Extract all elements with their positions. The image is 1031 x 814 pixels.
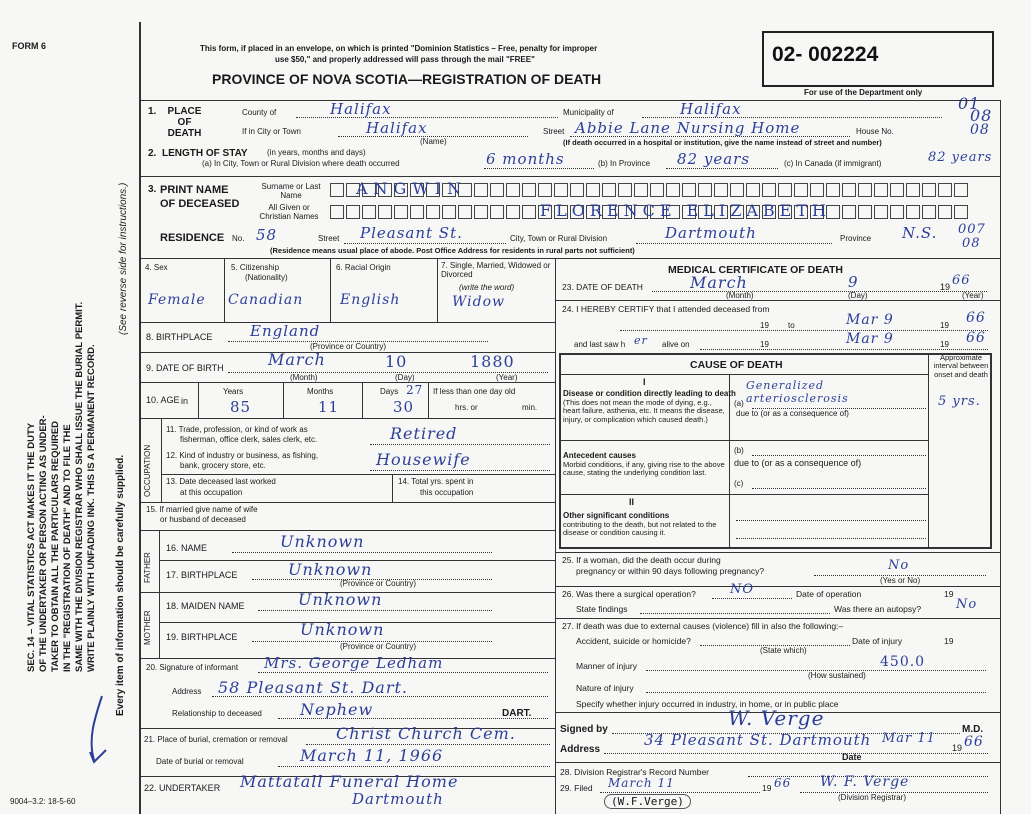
statute-notice [26,302,98,672]
caption: (Month) [290,373,318,382]
cause-a-value: Generalized arteriosclerosis [746,379,849,405]
statute-line: SAME WITH THE DIVISION REGISTRAR WHO SHALL ISSUE THE BURIAL PERMIT. [74,301,85,672]
statute-line: TAKER TO OBTAIN ALL THE PARTICULARS REQUIRED [50,420,61,672]
caption: (Province or Country) [340,642,417,651]
rule [560,440,928,441]
rule [141,176,1001,177]
county-label: County of [242,108,277,117]
surgery-label: 26. Was there a surgical operation? [562,589,696,599]
pregnancy-label: pregnancy or within 90 days following pregnancy? [576,566,765,576]
length-of-stay-sub: (in years, months and days) [267,148,366,157]
accident-label: Accident, suicide or homicide? [576,636,691,646]
rule [370,470,550,471]
caption: (Year) [496,373,518,382]
rule [729,374,730,549]
caption: (Month) [726,291,754,300]
alive-on-value: Mar 9 [846,331,894,347]
given-names-label: All Given or Christian Names [259,203,319,221]
caption: (Day) [395,373,415,382]
stay-city-label: (a) In City, Town or Rural Division where death occurred [202,159,400,168]
last-worked-label: 13. Date deceased last worked [166,477,276,486]
year-prefix: 19 [952,743,963,753]
registration-number: 02- 002224 [772,43,879,66]
county-value: Halifax [330,100,392,118]
caption: (Province or Country) [310,342,387,351]
department-code-bottom: 08 [970,106,993,125]
caption: (Yes or No) [880,576,921,585]
marital-status-value: Widow [452,294,505,310]
father-name-label: 16. NAME [166,543,208,553]
rule [646,692,986,693]
form-title: PROVINCE OF NOVA SCOTIA—REGISTRATION OF DEATH [212,71,602,87]
relationship-value: Nephew [300,700,374,719]
spouse-label: or husband of deceased [160,515,246,524]
rule [198,382,199,418]
year-prefix: 19 [940,340,949,349]
min-label: min. [522,403,538,412]
pregnancy-value: No [888,558,910,573]
caption: (State which) [760,646,807,655]
rule [344,243,506,244]
rule [604,753,988,754]
informant-address-value: 58 Pleasant St. Dart. [218,678,408,697]
year-prefix: 19 [944,589,954,599]
street-label: Street [543,127,565,136]
age-days-value: 30 [393,398,415,416]
year-prefix: 19 [760,340,769,349]
house-no-label: House No. [856,127,894,136]
statute-line: IN THE "REGISTRATION OF DEATH" AND TO FILE THE [62,424,73,672]
filed-date-value: March 11 [608,776,675,790]
rule [224,258,225,322]
other-conditions-title: Other significant conditions [563,511,670,520]
alive-on-year: 66 [966,330,986,346]
residence-code-bottom: 08 [962,236,981,251]
rule [666,168,778,169]
physician-signature: W. Verge [728,706,825,730]
injury-date-label: Date of injury [852,636,903,646]
findings-label: State findings [576,604,628,614]
item-number: 3. [148,184,157,195]
rule [700,349,988,350]
residence-code-top: 007 [958,222,986,237]
rule [928,353,929,549]
rule [141,502,555,503]
rule [278,766,550,767]
statute-line: WRITE PLAINLY WITH UNFADING INK. THIS IS A PERMANENT RECORD. [86,344,97,672]
mother-maiden-name-label: 18. MAIDEN NAME [166,601,245,611]
mail-notice-line1: This form, if placed in an envelope, on which is printed "Dominion Statistics – Free, penalty for improper [200,44,598,53]
due-to-label: due to (or as a consequence of) [736,409,849,418]
mail-notice-line2: use $50," and properly addressed will pass through the mail "FREE" [275,55,535,64]
years-label: Years [223,387,244,396]
rule [283,382,284,418]
industry-label: 12. Kind of industry or business, as fishing, [166,451,319,460]
racial-origin-label: 6. Racial Origin [336,263,391,272]
burial-place-value: Christ Church Cem. [336,724,516,743]
rule [141,530,555,531]
md-label: M.D. [962,724,984,735]
rule [560,374,928,375]
supply-note: Every item of information should be carefully supplied. [115,454,126,716]
physician-address-label: Address [560,744,601,755]
to-label: to [788,321,795,330]
spouse-label: 15. If married give name of wife [146,505,258,514]
caption: (Day) [848,291,868,300]
caption: (Name) [420,137,447,146]
birth-month-value: March [268,350,326,369]
autopsy-label: Was there an autopsy? [834,604,922,614]
rule [620,330,988,331]
sex-value: Female [148,292,206,308]
antecedent-title: Antecedent causes [563,451,636,460]
last-saw-label: and last saw h [574,340,626,349]
father-side-label: FATHER [143,552,152,583]
filed-year-value: 66 [774,776,792,790]
item-number: 1. [148,106,157,117]
residence-no-value: 58 [256,226,278,244]
birthplace-value: England [250,322,321,340]
column-divider [555,258,556,814]
occupation-side-label: OCCUPATION [143,444,152,497]
rule [555,762,1001,763]
rule [362,382,363,418]
residence-city-label: City, Town or Rural Division [510,234,608,243]
birth-year-value: 1880 [470,352,515,371]
rule [141,322,555,323]
years-spent-label: this occupation [420,488,474,497]
rule [306,744,550,745]
hrs-label: hrs. or [455,403,478,412]
rule [560,494,928,495]
year-prefix: 19 [762,783,772,793]
place-code: 08 [970,122,990,138]
rule [484,168,594,169]
other-conditions-note: contributing to the death, but not related to the disease or condition causing it. [563,520,717,538]
interval-header: Approximate interval between onset and death [933,353,989,379]
age-label: 10. AGE [146,395,180,405]
stay-province-label: (b) In Province [598,159,651,168]
cause-of-death-title: CAUSE OF DEATH [690,359,783,371]
death-day-value: 9 [848,273,859,291]
stay-city-value: 6 months [486,150,565,168]
rule [141,100,1001,101]
rule [736,538,926,539]
mother-maiden-name-value: Unknown [298,590,383,609]
stay-canada-label: (c) In Canada (if immigrant) [784,159,882,168]
months-label: Months [307,387,334,396]
rule [555,618,1001,619]
caption: (Province or Country) [340,579,417,588]
days-label: Days [380,387,399,396]
rule [232,552,492,553]
cause-c-label: (c) [734,479,744,488]
year-prefix: 19 [940,282,951,292]
age-years-value: 85 [230,398,252,416]
less-than-day-label: If less than one day old [433,387,516,396]
registrar-signature: W. F. Verge [820,774,910,790]
year-prefix: 19 [944,636,954,646]
citizenship-label: 5. Citizenship [231,263,280,272]
year-prefix: 19 [940,321,949,330]
right-border [1000,100,1001,814]
racial-origin-value: English [340,292,401,308]
death-month-value: March [690,273,748,292]
record-number-label: 28. Division Registrar's Record Number [560,767,710,777]
city-value: Halifax [366,119,428,137]
rule [258,610,492,611]
physician-date-value: Mar 11 [882,731,936,746]
trade-value: Retired [390,424,458,443]
form-number: FORM 6 [12,41,47,51]
certify-label: 24. I HEREBY CERTIFY that I attended deceased from [562,304,770,314]
sex-label: 4. Sex [145,263,168,272]
last-saw-pronoun: er [634,334,648,347]
rule [752,455,926,456]
residence-province-label: Province [840,234,872,243]
surgery-value: NO [730,582,755,597]
year-prefix: 19 [760,321,769,330]
place-street-value: Abbie Lane Nursing Home [575,119,801,137]
last-worked-label: at this occupation [180,488,243,497]
trade-label: 11. Trade, profession, or kind of work as [166,425,308,434]
item-number: 2. [148,148,157,159]
father-birthplace-label: 17. BIRTHPLACE [166,570,238,580]
industry-value: Housewife [376,450,471,469]
undertaker-value: Mattatall Funeral Home [240,772,459,791]
municipality-label: Municipality of [563,108,614,117]
given-names-value: FLORENCE ELIZABETH [540,201,831,220]
date-of-death-label: 23. DATE OF DEATH [562,282,643,292]
rule [370,444,550,445]
rule [712,598,792,599]
physician-address-value: 34 Pleasant St. Dartmouth [644,731,872,749]
date-of-birth-label: 9. DATE OF BIRTH [146,363,224,373]
external-causes-label: 27. If death was due to external causes (violence) fill in also the following:– [562,621,844,631]
informant-address-label: Address [172,687,202,696]
place-of-death-label: PLACE OF DEATH [167,106,202,139]
rule [141,382,555,383]
disease-title: Disease or condition directly leading to death [563,389,736,398]
filed-label: 29. Filed [560,783,593,793]
mother-birthplace-value: Unknown [300,620,385,639]
rule [141,418,555,419]
department-use-label: For use of the Department only [804,88,923,97]
citizenship-sub: (Nationality) [245,273,288,282]
undertaker-label: 22. UNDERTAKER [144,783,221,793]
signed-by-label: Signed by [560,724,608,735]
rule [258,672,548,673]
part-one-marker: I [643,377,646,387]
alive-on-label: alive on [662,340,690,349]
residence-note: (Residence means usual place of abode. Post Office Address for residents in rural parts not sufficient) [270,246,635,255]
cause-a-label: (a) [734,399,744,408]
rule [555,300,1001,301]
registrar-stamp: (W.F.Verge) [604,794,691,809]
manner-label: Manner of injury [576,661,637,671]
residence-no-label: No. [232,234,245,243]
age-months-value: 11 [318,398,340,416]
burial-date-value: March 11, 1966 [300,746,444,765]
attended-to-value: Mar 9 [846,312,894,328]
rule [636,243,832,244]
rule [640,613,830,614]
rule [330,258,331,322]
dart-stamp: DART. [502,708,532,719]
manner-amount: 450.0 [880,654,926,670]
rule [437,258,438,322]
physician-date-year: 66 [964,734,984,750]
rule [428,382,429,418]
print-code: 9004–3.2: 18-5-60 [10,797,76,806]
citizenship-value: Canadian [228,292,304,308]
attended-to-year: 66 [966,310,986,326]
age-in-label: in [181,396,189,406]
trade-label: fisherman, office clerk, sales clerk, etc. [180,435,318,444]
part-two-marker: II [629,497,635,507]
autopsy-value: No [956,597,978,612]
father-birthplace-value: Unknown [288,560,373,579]
disease-note: (This does not mean the mode of dying, e.g., heart failure, asthenia, etc. It means the disease, injury, or complication which caused death.) [563,398,725,424]
residence-label: RESIDENCE [160,232,225,244]
rule [161,474,555,475]
pregnancy-label: 25. If a woman, did the death occur during [562,555,721,565]
relationship-label: Relationship to deceased [172,709,262,718]
birth-day-value: 10 [385,352,408,371]
marital-status-label: 7. Single, Married, Widowed or Divorced [441,261,551,279]
surname-value: ANGWIN [356,179,468,198]
residence-street-label: Street [318,234,340,243]
rule [159,530,160,658]
nature-label: Nature of injury [576,683,634,693]
city-label: If in City or Town [242,127,301,136]
rule [600,792,760,793]
medical-certificate-title: MEDICAL CERTIFICATE OF DEATH [668,264,843,276]
due-to-label: due to (or as a consequence of) [734,458,862,468]
death-year-value: 66 [952,273,971,288]
print-name-label: OF DECEASED [160,198,240,210]
statute-line: SEC. 14 – VITAL STATISTICS ACT MAKES IT THE DUTY [26,422,37,672]
registration-number-box [762,31,994,87]
statute-line: OF THE UNDERTAKER OR PERSON ACTING AS UNDER- [38,415,49,672]
industry-label: bank, grocery store, etc. [180,461,266,470]
rule [736,520,926,521]
caption: (Division Registrar) [838,793,907,802]
father-name-value: Unknown [280,532,365,551]
reverse-note: (See reverse side for instructions.) [118,182,129,335]
surname-label: Surname or Last Name [261,182,321,200]
years-spent-label: 14. Total yrs. spent in [398,477,474,486]
stay-province-value: 82 years [677,150,751,168]
department-code-top: 01 [958,94,981,113]
cause-a-interval: 5 yrs. [938,394,981,409]
length-of-stay-label: LENGTH OF STAY [162,148,248,159]
physician-date-label: Date [842,752,862,762]
undertaker-city-value: Dartmouth [352,790,444,808]
residence-street-value: Pleasant St. [360,224,463,242]
informant-label: 20. Signature of informant [146,663,239,672]
specify-label: Specify whether injury occurred in industry, in home, or in public place [576,699,839,709]
caption: (Year) [962,291,984,300]
rule [752,488,926,489]
rule [555,552,1001,553]
burial-place-label: 21. Place of burial, cremation or removal [144,735,288,744]
rule [141,258,1001,259]
stay-canada-value: 82 years [928,150,993,165]
burial-date-label: Date of burial or removal [156,757,244,766]
informant-value: Mrs. George Ledham [264,654,444,672]
residence-province-value: N.S. [902,224,938,242]
rule [161,418,162,502]
cause-b-label: (b) [734,446,744,455]
hospital-note: (If death occurred in a hospital or institution, give the name instead of street and number) [563,138,882,147]
antecedent-note: Morbid conditions, if any, giving rise to the above cause, stating the underlying condition last. [563,460,725,478]
municipality-value: Halifax [680,100,742,118]
caption: (How sustained) [808,671,866,680]
age-days-correction: 27 [406,383,424,397]
ink-check-mark [80,690,120,770]
residence-city-value: Dartmouth [665,224,757,242]
birthplace-label: 8. BIRTHPLACE [146,332,213,342]
mother-side-label: MOTHER [143,610,152,645]
operation-date-label: Date of operation [796,589,862,599]
marital-status-sub: (write the word) [459,283,515,292]
print-name-label: PRINT NAME [160,184,229,196]
rule [555,586,1001,587]
rule [392,474,393,502]
mother-birthplace-label: 19. BIRTHPLACE [166,632,238,642]
